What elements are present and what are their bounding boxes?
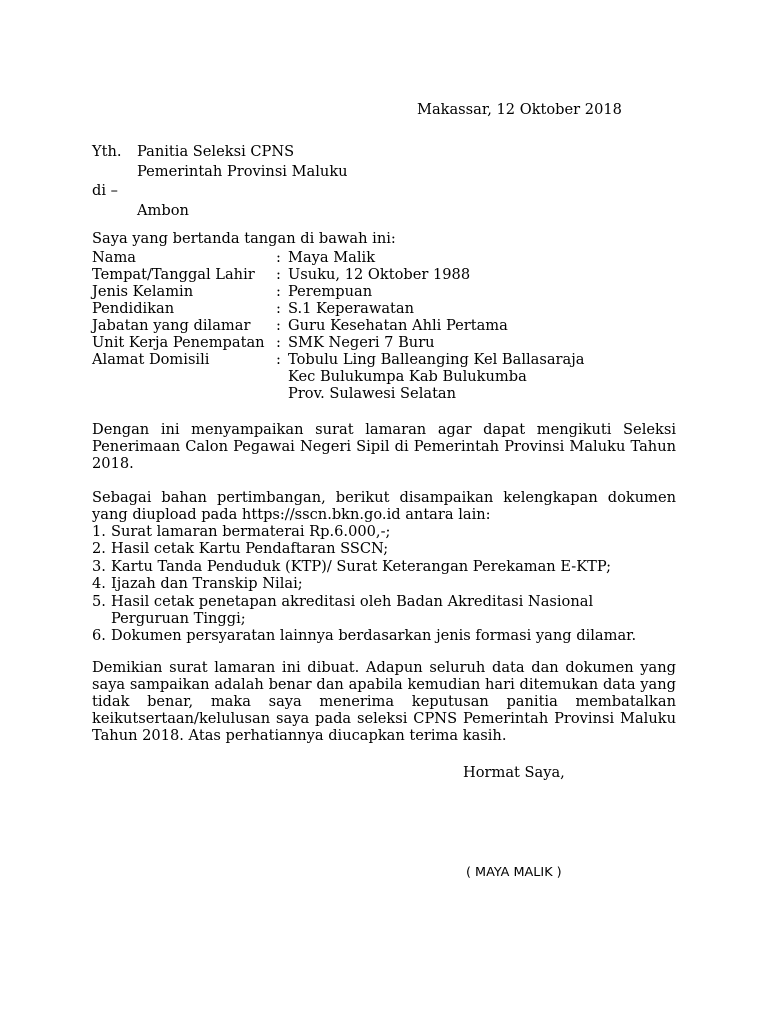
field-value: SMK Negeri 7 Buru [288,334,435,351]
field-colon: : [276,249,281,266]
list-text: Surat lamaran bermaterai Rp.6.000,-; [111,523,391,540]
field-row-jenis-kelamin [92,283,584,300]
field-colon: : [276,351,281,368]
list-item [92,540,676,557]
closing-salutation: Hormat Saya, [463,764,565,781]
field-value: Usuku, 12 Oktober 1988 [288,266,471,283]
list-item-continuation: Perguruan Tinggi; [111,610,246,628]
di-label: di – [92,182,118,199]
field-row-alamat [92,351,584,368]
applicant-fields [92,249,584,402]
field-value: Guru Kesehatan Ahli Pertama [288,317,508,334]
recipient-line2: Pemerintah Provinsi Maluku [137,162,348,180]
paragraph-documents-intro: Sebagai bahan pertimbangan, berikut disampaikan kelengkapan dokumen yang diupload pada https://sscn.bkn.go.id antara lain: [92,489,676,523]
intro-text: Saya yang bertanda tangan di bawah ini: [92,230,396,247]
field-colon: : [276,283,281,300]
list-item [92,575,676,592]
list-number: 5. [92,592,106,610]
list-item [92,523,676,540]
paragraph-closing-statement: Demikian surat lamaran ini dibuat. Adapun seluruh data dan dokumen yang saya sampaikan adalah benar dan apabila kemudian hari ditemukan data yang tidak benar, maka saya menerima keputusan panitia membatalkan keikutsertaan/kelulusan saya pada seleksi CPNS Pemerintah Provinsi Maluku Tahun 2018. Atas perhatiannya diucapkan terima kasih. [92,659,676,744]
list-text: Ijazah dan Transkip Nilai; [111,575,303,593]
list-number: 6. [92,627,106,645]
recipient-line1: Panitia Seleksi CPNS [137,143,295,160]
field-colon: : [276,300,281,317]
field-row-ttl [92,266,584,283]
recipient-block [92,142,348,220]
field-label: Alamat Domisili [92,351,210,368]
yth-label: Yth. [92,143,122,160]
field-row-unit-kerja [92,334,584,351]
field-label: Pendidikan [92,300,175,317]
field-value: S.1 Keperawatan [288,300,414,317]
documents-list [92,523,676,645]
list-number: 2. [92,540,106,558]
field-label: Nama [92,249,137,266]
recipient-city: Ambon [137,201,189,219]
address-continuation: Kec Bulukumpa Kab Bulukumba [288,368,527,385]
list-text: Hasil cetak penetapan akreditasi oleh Badan Akreditasi Nasional [111,592,594,610]
field-row-jabatan [92,317,584,334]
list-text: Dokumen persyaratan lainnya berdasarkan jenis formasi yang dilamar. [111,627,637,645]
field-label: Tempat/Tanggal Lahir [92,266,255,283]
field-value: Perempuan [288,283,373,300]
field-label: Jenis Kelamin [92,283,194,300]
list-text: Kartu Tanda Penduduk (KTP)/ Surat Keterangan Perekaman E-KTP; [111,557,612,575]
field-colon: : [276,266,281,283]
dateline: Makassar, 12 Oktober 2018 [417,101,622,118]
field-value: Maya Malik [288,249,376,266]
field-row-pendidikan [92,300,584,317]
field-value: Tobulu Ling Balleanging Kel Ballasaraja [288,351,585,368]
signature-name: ( MAYA MALIK ) [466,865,562,880]
list-text: Hasil cetak Kartu Pendaftaran SSCN; [111,540,389,558]
field-label: Unit Kerja Penempatan [92,334,265,351]
list-number: 3. [92,557,106,575]
paragraph-purpose: Dengan ini menyampaikan surat lamaran agar dapat mengikuti Seleksi Penerimaan Calon Pegawai Negeri Sipil di Pemerintah Provinsi Maluku Tahun 2018. [92,421,676,472]
list-number: 1. [92,523,106,540]
list-item [92,627,676,644]
field-row-nama [92,249,584,266]
field-label: Jabatan yang dilamar [92,317,251,334]
field-colon: : [276,317,281,334]
address-continuation: Prov. Sulawesi Selatan [288,385,457,402]
list-item [92,593,676,610]
list-number: 4. [92,575,106,593]
field-colon: : [276,334,281,351]
list-item [92,558,676,575]
